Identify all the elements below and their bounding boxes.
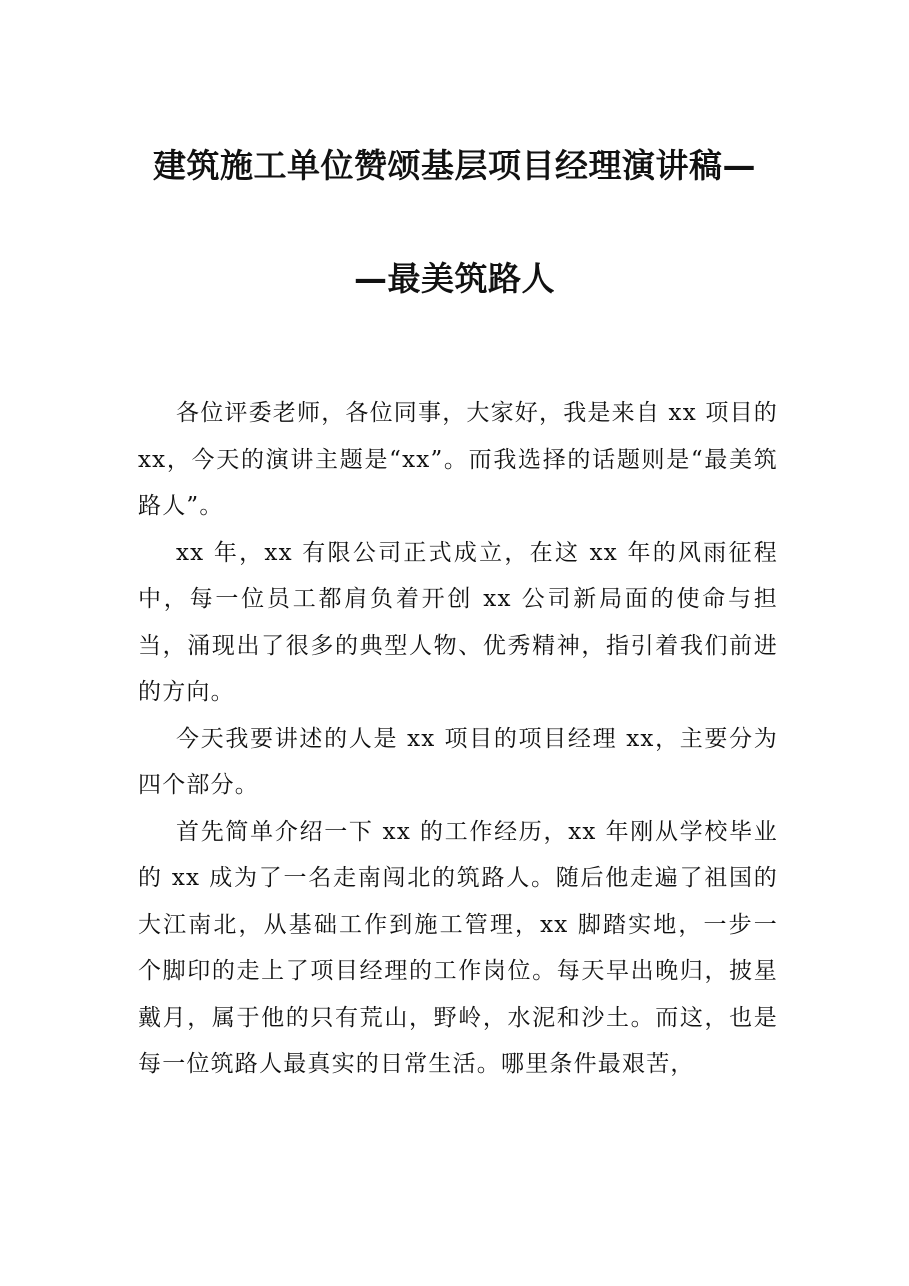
paragraph-company-history: xx 年，xx 有限公司正式成立，在这 xx 年的风雨征程中，每一位员工都肩负着开创 xx 公司新局面的使命与担当，涌现出了很多的典型人物、优秀精神，指引着我们前进的方向。 xyxy=(138,539,778,705)
document-title-line-1: 建筑施工单位赞颂基层项目经理演讲稿— xyxy=(153,146,756,185)
paragraph-speech-outline: 今天我要讲述的人是 xx 项目的项目经理 xx，主要分为四个部分。 xyxy=(138,725,778,798)
document-title-line-2: —最美筑路人 xyxy=(354,259,555,298)
document-body xyxy=(138,390,778,1088)
paragraph-greeting: 各位评委老师，各位同事，大家好，我是来自 xx 项目的 xx，今天的演讲主题是“xx”。而我选择的话题则是“最美筑路人”。 xyxy=(138,400,778,519)
paragraph-work-experience: 首先简单介绍一下 xx 的工作经历，xx 年刚从学校毕业的 xx 成为了一名走南闯北的筑路人。随后他走遍了祖国的大江南北，从基础工作到施工管理，xx 脚踏实地，一步一个脚印的走上了项目经理的工作岗位。每天早出晚归，披星戴月，属于他的只有荒山，野岭，水泥和沙土。而这，也是每一位筑路人最真实的日常生活。哪里条件最艰苦， xyxy=(138,818,778,1077)
